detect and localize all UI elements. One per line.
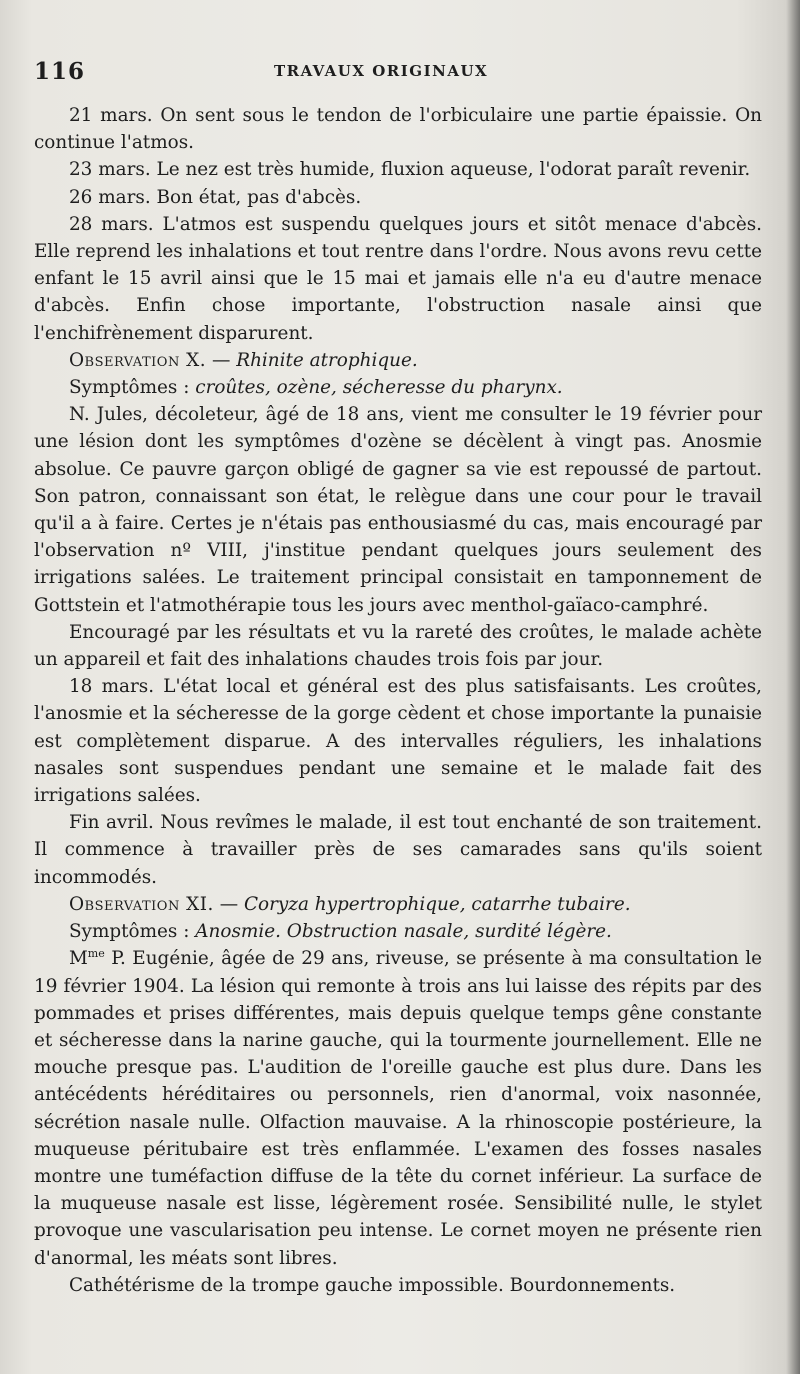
patient-prefix-superscript: me	[87, 947, 105, 961]
symptoms-text: Anosmie. Obstruction nasale, surdité légère.	[195, 921, 612, 943]
page-header	[34, 58, 754, 88]
observation-x-symptoms	[34, 374, 762, 401]
symptoms-label: Symptômes :	[68, 921, 196, 943]
paragraph: Cathétérisme de la trompe gauche impossible. Bourdonnements.	[68, 1274, 676, 1296]
paragraph: 26 mars. Bon état, pas d'abcès.	[68, 186, 362, 208]
paragraph: 23 mars. Le nez est très humide, fluxion aqueuse, l'odorat paraît revenir.	[68, 159, 751, 181]
observation-label: Observation X.	[68, 349, 207, 371]
observation-title: Coryza hypertrophique, catarrhe tubaire.	[243, 893, 631, 915]
page-number: 116	[34, 58, 86, 85]
running-title: TRAVAUX ORIGINAUX	[274, 62, 489, 80]
paragraph: 28 mars. L'atmos est suspendu quelques jours et sitôt menace d'abcès. Elle reprend les inhalations et tout rentre dans l'ordre. Nous avons revu cette enfant le 15 avril ainsi que le 15 mai et jamais elle n'a eu d'autre menace d'abcès. Enfin chose importante, l'obstruction nasale ainsi que l'enchifrènement disparurent.	[34, 213, 762, 344]
patient-prefix: M	[68, 948, 88, 970]
symptoms-text: croûtes, ozène, sécheresse du pharynx.	[195, 377, 563, 399]
paragraph: 21 mars. On sent sous le tendon de l'orbiculaire une partie épaissie. On continue l'atmos.	[34, 105, 762, 154]
observation-xi-symptoms	[34, 918, 762, 945]
paragraph: Fin avril. Nous revîmes le malade, il est tout enchanté de son traitement. Il commence à travailler près de ses camarades sans qu'ils soient incommodés.	[34, 812, 762, 888]
observation-title: Rhinite atrophique.	[236, 349, 418, 371]
symptoms-label: Symptômes :	[68, 377, 196, 399]
observation-x-heading	[34, 347, 762, 374]
patient-intro: P. Eugénie, âgée de 29 ans, riveuse, se présente à ma consultation le 19 février 1904. La lésion qui remonte à trois ans lui laisse des répits par des pommades et prises différentes, mais depuis quelque temps gêne constante et sécheresse dans la narine gauche, qui la tourmente journellement. Elle ne mouche presque pas. L'audition de l'oreille gauche est plus dure. Dans les antécédents héréditaires ou personnels, rien d'anormal, voix nasonnée, sécrétion nasale nulle. Olfaction mauvaise. A la rhinoscopie postérieure, la muqueuse péritubaire est très enflammée. L'examen des fosses nasales montre une tuméfaction diffuse de la tête du cornet inférieur. La surface de la muqueuse nasale est lisse, légèrement rosée. Sensibilité nulle, le stylet provoque une vascularisation peu intense. Le cornet moyen ne présente rien d'anormal, les méats sont libres.	[34, 948, 762, 1269]
body-text	[34, 102, 762, 1299]
observation-dash: —	[206, 349, 237, 371]
observation-label: Observation XI.	[68, 893, 214, 915]
observation-dash: —	[213, 893, 244, 915]
paragraph: Encouragé par les résultats et vu la rareté des croûtes, le malade achète un appareil et fait des inhalations chaudes trois fois par jour.	[34, 621, 762, 671]
paragraph: N. Jules, décoleteur, âgé de 18 ans, vient me consulter le 19 février pour une lésion dont les symptômes d'ozène se décèlent à vingt pas. Anosmie absolue. Ce pauvre garçon obligé de gagner sa vie est repoussé de partout. Son patron, connaissant son état, le relègue dans une cour pour le travail qu'il a à faire. Certes je n'étais pas enthousiasmé du cas, mais encouragé par l'observation nº VIII, j'institue pendant quelques jours seulement des irrigations salées. Le traitement principal consistait en tamponnement de Gottstein et l'atmothérapie tous les jours avec menthol-gaïaco-camphré.	[34, 404, 762, 616]
observation-xi-heading	[34, 891, 762, 918]
paragraph: 18 mars. L'état local et général est des plus satisfaisants. Les croûtes, l'anosmie et la sécheresse de la gorge cèdent et chose importante la punaisie est complètement disparue. A des intervalles réguliers, les inhalations nasales sont suspendues pendant une semaine et le malade fait des irrigations salées.	[34, 676, 762, 807]
paragraph	[34, 945, 762, 1271]
page-edge-shadow	[786, 0, 800, 1374]
